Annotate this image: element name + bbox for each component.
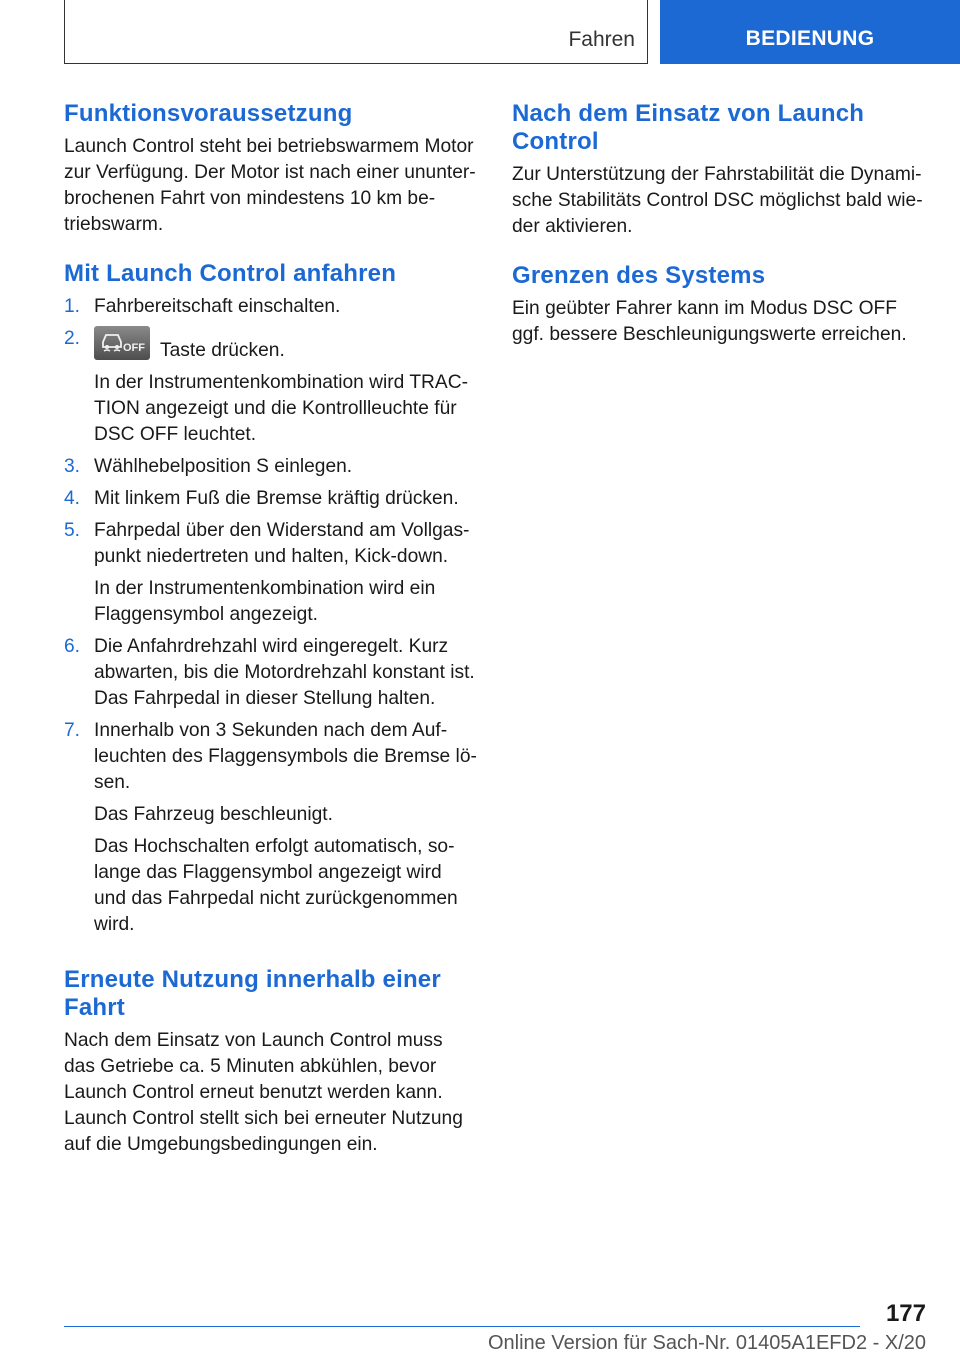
step-number: 7. — [64, 720, 81, 741]
section-text-grenzen-des-systems: Ein geübter Fahrer kann im Modus DSC OFF ggf. bessere Beschleunigungswerte erreichen. — [512, 298, 907, 345]
steps-list — [64, 294, 478, 938]
step-text: In der Instrumentenkombination wird TRACTION angezeigt und die Kontrollleuchte für DSC OFF leuchtet. — [94, 372, 468, 445]
section-text-erneute-nutzung: Nach dem Einsatz von Launch Control muss das Getriebe ca. 5 Minuten abkühlen, bevor Launch Control erneut benutzt werden kann. Launch Control stellt sich bei erneuter Nutzung auf die Umgebungsbedingungen ein. — [64, 1030, 463, 1155]
step-number: 5. — [64, 520, 81, 541]
step-number: 4. — [64, 488, 81, 509]
header-frame — [64, 0, 648, 64]
step-text: Wählhebelposition S einlegen. — [94, 456, 353, 477]
section-text-funktionsvoraussetzung: Launch Control steht bei betriebswarmem Motor zur Verfügung. Der Motor ist nach einer ununterbrochenen Fahrt von mindestens 10 km betriebswarm. — [64, 136, 476, 235]
step-text: Innerhalb von 3 Sekunden nach dem Aufleuchten des Flaggensymbols die Bremse lösen. — [94, 720, 477, 793]
header-chapter-tab — [660, 0, 960, 64]
right-column — [512, 100, 926, 348]
header-chapter-label: BEDIENUNG — [745, 27, 875, 50]
footer-online-version: Online Version für Sach-Nr. 01405A1EFD2 - X/20 — [487, 1332, 926, 1354]
step-number: 6. — [64, 636, 81, 657]
step-text: Mit linkem Fuß die Bremse kräftig drücken. — [94, 488, 459, 509]
step-number: 2. — [64, 328, 81, 349]
left-column — [64, 100, 478, 1158]
section-title-grenzen-des-systems: Grenzen des Systems — [512, 262, 766, 289]
section-title-launch-control-anfahren: Mit Launch Control anfahren — [64, 260, 397, 287]
list-item — [64, 486, 478, 512]
step-number: 1. — [64, 296, 81, 317]
page-number: 177 — [885, 1300, 926, 1327]
section-title-funktionsvoraussetzung: Funktionsvoraussetzung — [64, 100, 353, 127]
footer-divider — [64, 1326, 860, 1327]
step-text: Das Hochschalten erfolgt automatisch, solange das Flaggensymbol angezeigt wird und das Fahrpedal nicht zurückgenommen wird. — [94, 836, 458, 935]
step-text: In der Instrumentenkombination wird ein Flaggensymbol angezeigt. — [94, 578, 436, 625]
section-text-nach-dem-einsatz: Zur Unterstützung der Fahrstabilität die Dynamische Stabilitäts Control DSC möglichst bald wieder aktivieren. — [512, 164, 923, 237]
key-off-label: OFF — [123, 342, 145, 354]
step-number: 3. — [64, 456, 81, 477]
list-item — [64, 718, 478, 938]
list-item — [64, 454, 478, 480]
section-title-erneute-nutzung: Erneute Nutzung innerhalb einer Fahrt — [64, 966, 441, 1021]
list-item — [64, 326, 478, 448]
header-section-title: Fahren — [568, 28, 635, 51]
step-text: Das Fahrzeug beschleunigt. — [94, 804, 333, 825]
section-title-nach-dem-einsatz: Nach dem Einsatz von Launch Control — [512, 100, 865, 155]
list-item — [64, 294, 478, 320]
dsc-off-key-icon — [94, 326, 150, 360]
list-item — [64, 634, 478, 712]
list-item — [64, 518, 478, 628]
step-text: Fahrpedal über den Widerstand am Vollgaspunkt niedertreten und halten, Kick-down. — [94, 520, 470, 567]
step-text: OFF Taste drücken. — [94, 326, 478, 364]
step-text: Fahrbereitschaft einschalten. — [94, 296, 341, 317]
step-text: Die Anfahrdrehzahl wird eingeregelt. Kurz abwarten, bis die Motordrehzahl konstant ist. Das Fahrpedal in dieser Stellung halten. — [94, 636, 475, 709]
